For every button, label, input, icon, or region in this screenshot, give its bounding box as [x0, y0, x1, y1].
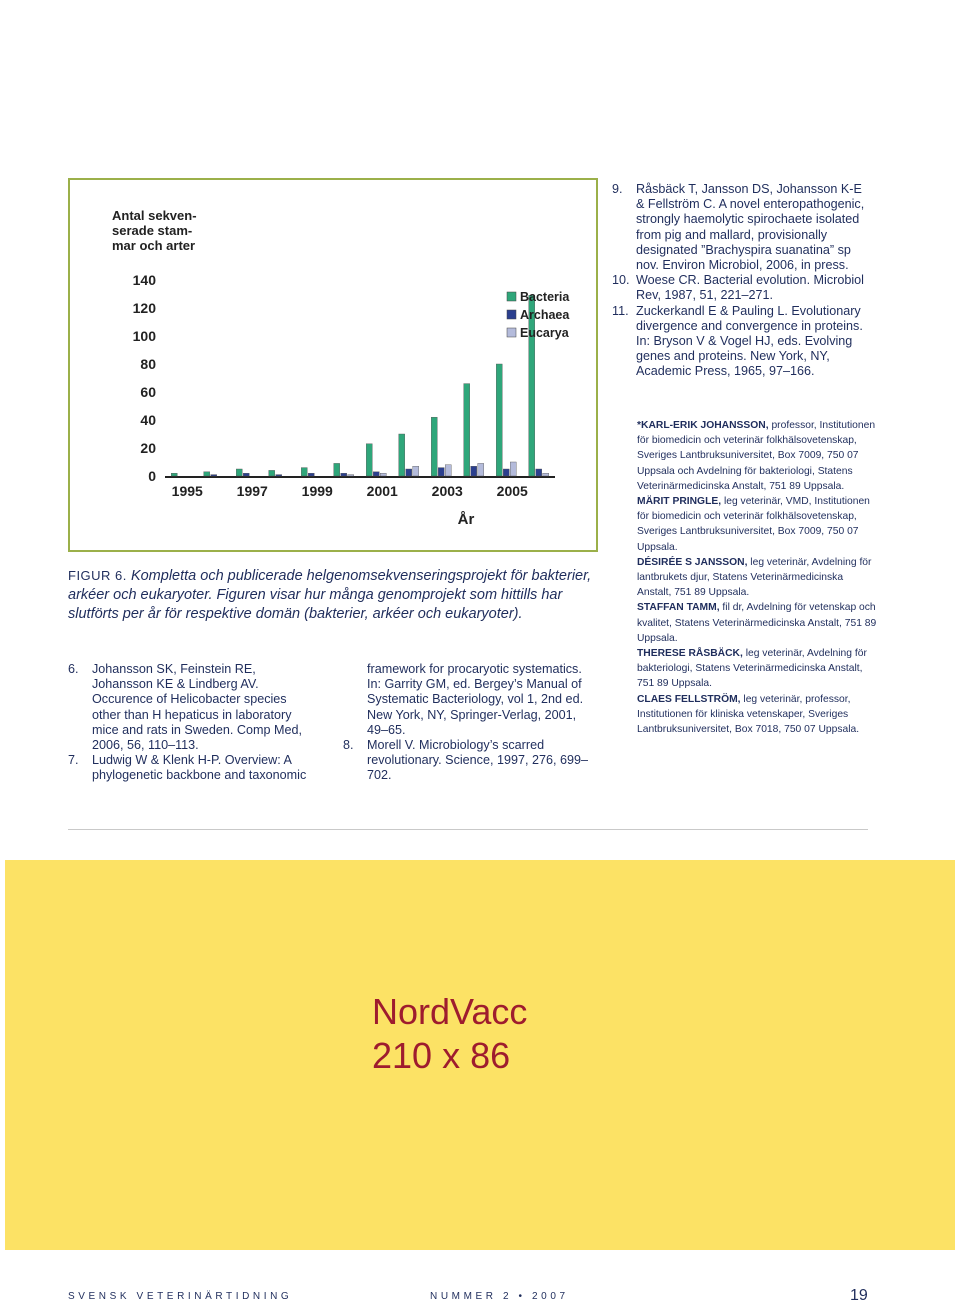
bar-eucarya	[478, 463, 484, 476]
bar-eucarya	[380, 473, 386, 476]
x-tick-label: 2005	[496, 483, 528, 499]
author-affiliation: leg veterinär, VMD, Institutionen för biomedicin och veterinär folkhälsovetenskap, Sveriges Lantbruksuniversitet, Box 7009, 750 07 Uppsala.	[637, 496, 870, 553]
issue-number: NUMMER 2 • 2007	[430, 1291, 569, 1302]
author-entry	[637, 600, 877, 646]
reference-text: framework for procaryotic systematics. In: Garrity GM, ed. Bergey’s Manual of Systematic Bacteriology, vol 1, 2nd ed. New York, NY, Springer-Verlag, 2001, 49–65.	[367, 662, 584, 737]
author-affiliation: leg veterinär, Avdelning för bakteriologi, Statens Veterinärmedicinska Anstalt, 751 89 Uppsala.	[637, 648, 867, 690]
bar-bacteria	[464, 384, 470, 476]
bar-eucarya	[348, 475, 354, 476]
bar-archaea	[438, 468, 444, 476]
bar-bacteria	[529, 295, 535, 476]
author-entry	[637, 692, 877, 738]
reference-number: 10.	[612, 273, 630, 288]
y-tick-label: 0	[148, 468, 156, 484]
bar-bacteria	[399, 434, 405, 476]
bar-eucarya	[445, 465, 451, 476]
figure-label: FIGUR 6.	[68, 568, 127, 583]
author-affiliation: professor, Institutionen för biomedicin och veterinär folkhälsovetenskap, Sveriges Lantbruksuniversitet, Box 7009, 750 07 Uppsala och Avdelning för bakteriologi, Statens Veterinärmedicinska Anstalt, 751 89 Uppsala.	[637, 420, 876, 492]
reference-item	[612, 273, 872, 303]
legend-swatch	[507, 310, 516, 319]
bar-chart	[70, 180, 600, 554]
reference-number: 6.	[68, 662, 79, 676]
author-name: CLAES FELLSTRÖM,	[637, 693, 741, 705]
author-name: STAFFAN TAMM,	[637, 602, 720, 614]
bar-archaea	[373, 472, 379, 476]
y-axis-label: Antal sekven-serade stam-mar och arter	[112, 208, 197, 253]
legend-label: Archaea	[520, 308, 570, 322]
bar-eucarya	[543, 473, 549, 476]
reference-number: 9.	[612, 182, 623, 196]
figure-6	[68, 178, 598, 552]
bar-archaea	[406, 469, 412, 476]
legend-label: Bacteria	[520, 290, 570, 304]
divider	[68, 829, 868, 830]
reference-text: Råsbäck T, Jansson DS, Johansson K-E & Fellström C. A novel enteropathogenic, strongly haemolytic spirochaete isolated from pig and mallard, provisionally designated ”Brachyspira suanatina” sp nov. Environ Microbiol, 2006, in press.	[636, 182, 865, 273]
author-entry	[637, 555, 877, 601]
bar-bacteria	[301, 468, 307, 476]
legend-label: Eucarya	[520, 326, 569, 340]
bar-bacteria	[269, 470, 275, 476]
reference-text: Johansson SK, Feinstein RE, Johansson KE & Lindberg AV. Occurence of Helicobacter species other than H hepaticus in laboratory mice and rats in Sweden. Comp Med, 2006, 56, 110–113.	[92, 662, 302, 753]
bar-eucarya	[510, 462, 516, 476]
references-mid	[343, 662, 593, 784]
y-tick-label: 60	[140, 384, 156, 400]
reference-item	[612, 182, 872, 273]
bar-bacteria	[204, 472, 210, 476]
y-tick-label: 20	[140, 440, 156, 456]
reference-item	[68, 753, 318, 783]
bar-archaea	[503, 469, 509, 476]
author-entry	[637, 646, 877, 692]
x-tick-label: 2001	[366, 483, 398, 499]
reference-text: Morell V. Microbiology’s scarred revolutionary. Science, 1997, 276, 699–702.	[367, 738, 589, 783]
bar-archaea	[211, 475, 217, 476]
figure-caption-text: Kompletta och publicerade helgenomsekvenseringsprojekt för bakterier, arkéer och eukaryoter. Figuren visar hur många genomprojekt som hittills har slutförts per år för respektive domän (bakterier, arkéer och eukaryoter).	[68, 568, 592, 622]
y-tick-label: 40	[140, 412, 156, 428]
author-entry	[637, 494, 877, 555]
figure-caption	[68, 566, 608, 624]
author-name: THERESE RÅSBÄCK,	[637, 648, 743, 660]
author-name: MÄRIT PRINGLE,	[637, 496, 722, 508]
x-tick-label: 1995	[171, 483, 203, 499]
ad-size: 210 x 86	[372, 1035, 511, 1076]
reference-item	[68, 662, 318, 753]
bar-archaea	[341, 473, 347, 476]
x-tick-label: 2003	[431, 483, 463, 499]
author-affiliation: fil dr, Avdelning för vetenskap och kvalitet, Statens Veterinärmedicinska Anstalt, 751 89 Uppsala.	[637, 602, 877, 644]
x-tick-label: 1999	[301, 483, 333, 499]
reference-item	[343, 662, 593, 738]
reference-number: 8.	[343, 738, 354, 753]
reference-text: Woese CR. Bacterial evolution. Microbiol Rev, 1987, 51, 221–271.	[636, 273, 864, 303]
author-name: *KARL-ERIK JOHANSSON,	[637, 420, 769, 431]
references-right	[612, 182, 872, 380]
reference-number: 7.	[68, 753, 79, 768]
x-tick-label: 1997	[236, 483, 268, 499]
bar-bacteria	[236, 469, 242, 476]
reference-text: Ludwig W & Klenk H-P. Overview: A phylogenetic backbone and taxonomic	[92, 753, 307, 783]
author-list	[637, 418, 877, 737]
reference-text: Zuckerkandl E & Pauling L. Evolutionary divergence and convergence in proteins. In: Bryson V & Vogel HJ, eds. Evolving genes and proteins. New York, NY, Academic Press, 1965, 97–166.	[636, 303, 863, 379]
bar-bacteria	[334, 463, 340, 476]
legend-swatch	[507, 328, 516, 337]
legend-swatch	[507, 292, 516, 301]
reference-number: 11.	[612, 303, 629, 318]
bar-archaea	[276, 475, 282, 476]
reference-item	[612, 304, 872, 380]
x-axis-label: År	[457, 511, 475, 528]
bar-archaea	[536, 469, 542, 476]
author-entry	[637, 418, 877, 494]
ad-title: NordVacc	[372, 991, 528, 1032]
bar-bacteria	[431, 417, 437, 476]
reference-item	[343, 738, 593, 784]
y-tick-label: 80	[140, 356, 156, 372]
author-affiliation: leg veterinär, Avdelning för lantbrukets djur, Statens Veterinärmedicinska Anstalt, 751 89 Uppsala.	[637, 556, 872, 599]
y-tick-label: 120	[132, 300, 156, 316]
author-name: DÉSIRÉE S JANSSON,	[637, 556, 748, 568]
y-tick-label: 140	[132, 272, 156, 288]
bar-bacteria	[366, 444, 372, 476]
bar-bacteria	[171, 473, 177, 476]
y-tick-label: 100	[132, 328, 156, 344]
bar-archaea	[471, 466, 477, 476]
bar-archaea	[308, 473, 314, 476]
author-affiliation: leg veterinär, professor, Institutionen för kliniska vetenskaper, Sveriges Lantbruksuniversitet, Box 7018, 750 07 Uppsala.	[637, 693, 860, 736]
bar-bacteria	[496, 364, 502, 476]
journal-name: SVENSK VETERINÄRTIDNING	[68, 1291, 293, 1302]
page-number: 19	[850, 1287, 868, 1304]
bar-eucarya	[413, 466, 419, 476]
references-left	[68, 662, 318, 784]
bar-archaea	[243, 473, 249, 476]
